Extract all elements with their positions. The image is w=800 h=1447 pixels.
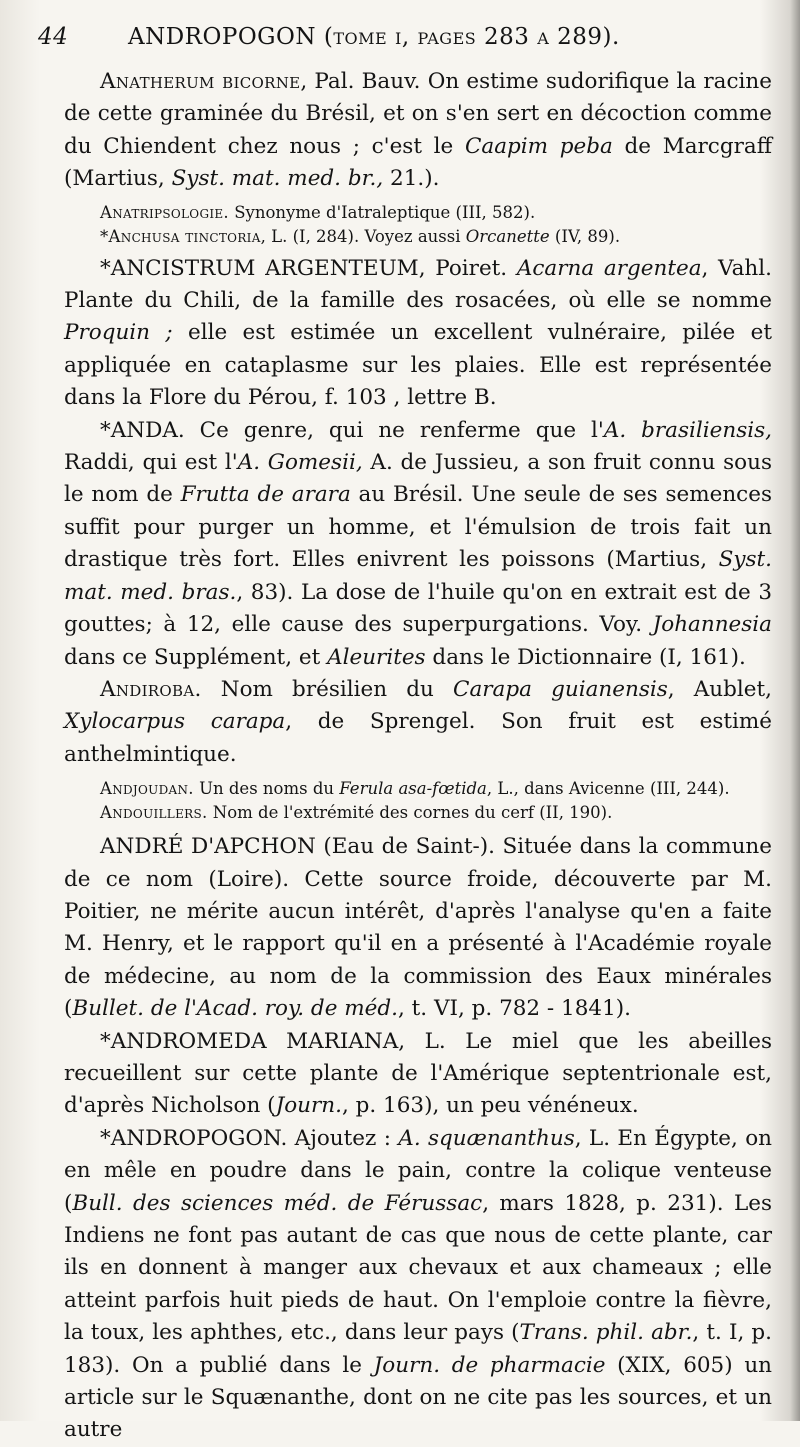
- entry-text: , mars 1828, p. 231). Les Indiens ne font pas autant de cas que nous de cette plante, car ils en donnent à manger aux chevaux et aux chameaux ; elle atteint parfois huit pieds de haut. On l'emploie contre la fièvre, la toux, les aphthes, etc., dans leur pays (: [64, 1190, 772, 1346]
- entry-text: au Brésil. Une seule de ses semences suffit pour purger un homme, et l'émulsion de trois fait un drastique très fort. Elles enivrent les poissons (Martius,: [64, 482, 772, 573]
- entry-headword: Anatripsologie.: [100, 202, 229, 222]
- entry-text: 21.).: [383, 166, 440, 192]
- entry-italic: Carapa guianensis: [453, 676, 668, 702]
- entry-italic: Ferula asa-fœtida: [339, 779, 487, 799]
- entry-headword: *ANCISTRUM ARGENTEUM: [100, 255, 419, 281]
- entry-italic: A. Gomesii,: [237, 450, 363, 476]
- entry-text: , 83). La dose de l'huile qu'on en extrait est de 3 gouttes; à 12, elle cause des superpurgations. Voy.: [64, 579, 772, 638]
- entry-headword: *Anchusa tinctoria: [100, 226, 261, 246]
- entry-text: , L. Le miel que les abeilles recueillent sur cette plante de l'Amérique septentrionale est, d'après Nicholson (: [64, 1028, 772, 1119]
- entry-text: Ce genre, qui ne renferme que l': [184, 417, 604, 443]
- entry-text: (XIX, 605) un article sur le Squænanthe, dont on ne cite pas les sources, et un autre: [64, 1352, 773, 1443]
- entry-ancistrum: [64, 253, 772, 415]
- entry-text: dans le Dictionnaire (I, 161).: [425, 644, 746, 670]
- entry-headword: *ANDA.: [100, 417, 185, 443]
- entry-text: Synonyme d'Iatraleptique (III, 582).: [228, 202, 536, 222]
- entry-headword: *ANDROMEDA MARIANA: [100, 1028, 399, 1054]
- entry-italic: A. brasiliensis,: [603, 417, 772, 443]
- running-header: [38, 24, 772, 66]
- entry-andre-dapchon: [64, 831, 772, 1025]
- entry-text: , p. 163), un peu vénéneux.: [341, 1093, 639, 1119]
- entry-text: (IV, 89).: [549, 226, 621, 246]
- entry-text: , L. En Égypte, on en mêle en poudre dans le pain, contre la colique venteuse (: [64, 1125, 772, 1216]
- entry-anda: [64, 415, 772, 674]
- entry-andiroba: [64, 674, 772, 771]
- entry-text: Un des noms du: [193, 779, 340, 799]
- entry-italic: Syst. mat. med. br.,: [171, 166, 384, 192]
- entry-text: , Pal. Bauv. On estime sudorifique la racine de cette graminée du Brésil, et on s'en sert en décoction comme du Chiendent chez nous ; c'est le: [64, 69, 772, 159]
- entry-text: Raddi, qui est l': [64, 450, 238, 476]
- entry-italic: Syst. mat. med. bras.: [64, 547, 772, 605]
- entry-text: (Eau de Saint-). Située dans la commune de ce nom (Loire). Cette source froide, découverte par M. Poitier, ne mérite aucun intérêt, d'après l'analyse qu'en a faite M. Henry, et le rapport qu'il en a présenté à l'Académie royale de médecine, au nom de la commission des Eaux minérales (: [64, 834, 773, 1022]
- entry-text: , L. (I, 284). Voyez aussi: [260, 226, 466, 246]
- entry-italic: Xylocarpus carapa: [64, 709, 286, 735]
- running-title: [128, 24, 772, 50]
- entry-italic: Bull. des sciences méd. de Férussac: [72, 1190, 483, 1216]
- running-title-word: ANDROPOGON: [128, 24, 317, 50]
- entry-italic: A. squænanthus: [398, 1125, 575, 1151]
- entry-text: , t. VI, p. 782 - 1841).: [397, 996, 631, 1022]
- entry-headword: Andiroba.: [100, 676, 202, 702]
- entry-andouillers: [64, 801, 772, 825]
- entry-andjoudan: [64, 777, 772, 801]
- entry-italic: Johannesia: [652, 612, 772, 638]
- entry-italic: Caapim peba: [464, 133, 613, 159]
- entry-headword: Andouillers.: [100, 803, 208, 823]
- entry-text: , de Sprengel. Son fruit est estimé anthelmintique.: [64, 709, 772, 767]
- entry-andromeda: [64, 1026, 772, 1123]
- entry-italic: Proquin ;: [64, 320, 173, 346]
- entry-headword: *ANDROPOGON.: [100, 1125, 288, 1151]
- entry-text: de Marcgraff (Martius,: [64, 133, 772, 192]
- entry-headword: Anatherum bicorne: [100, 69, 301, 94]
- entry-italic: Journ. de pharmacie: [373, 1352, 606, 1378]
- entry-text: Nom brésilien du: [201, 676, 453, 702]
- entry-text: A. de Jussieu, a son fruit connu sous le nom de: [64, 450, 772, 508]
- entry-text: , Vahl. Plante du Chili, de la famille des rosacées, où elle se nomme: [64, 255, 772, 314]
- entry-text: , t. I, p. 183). On a publié dans le: [64, 1320, 772, 1378]
- entry-headword: ANDRÉ D'APCHON: [100, 834, 316, 860]
- entry-anatherum: [64, 66, 772, 196]
- entry-italic: Acarna argentea: [516, 255, 702, 281]
- entry-italic: Trans. phil. abr.: [519, 1320, 693, 1346]
- entry-italic: Journ.: [275, 1093, 342, 1119]
- entry-text: elle est estimée un excellent vulnéraire, pilée et appliquée en cataplasme sur les plaies. Elle est représentée dans la Flore du Pérou, f. 103 , lettre B.: [64, 320, 772, 411]
- entry-anchusa: [64, 225, 772, 249]
- entry-text: , Aublet,: [667, 676, 772, 702]
- entry-text: dans ce Supplément, et: [64, 644, 328, 670]
- entry-italic: Orcanette: [465, 226, 550, 246]
- entry-text: , Poiret.: [418, 255, 517, 281]
- entry-text: Nom de l'extrémité des cornes du cerf (II, 190).: [207, 803, 613, 823]
- entry-italic: Aleurites: [327, 644, 426, 670]
- entry-italic: Bullet. de l'Acad. roy. de méd.: [72, 996, 398, 1022]
- entry-anatripsologie: [64, 201, 772, 225]
- entry-andropogon: [64, 1123, 772, 1447]
- entry-text: Ajoutez :: [287, 1125, 399, 1151]
- entry-text: , L., dans Avicenne (III, 244).: [486, 779, 730, 799]
- tome-reference: (tome i, pages 283 a 289).: [323, 24, 620, 50]
- entry-headword: Andjoudan.: [100, 779, 194, 799]
- page-number: 44: [38, 24, 69, 50]
- entry-italic: Frutta de arara: [180, 482, 351, 508]
